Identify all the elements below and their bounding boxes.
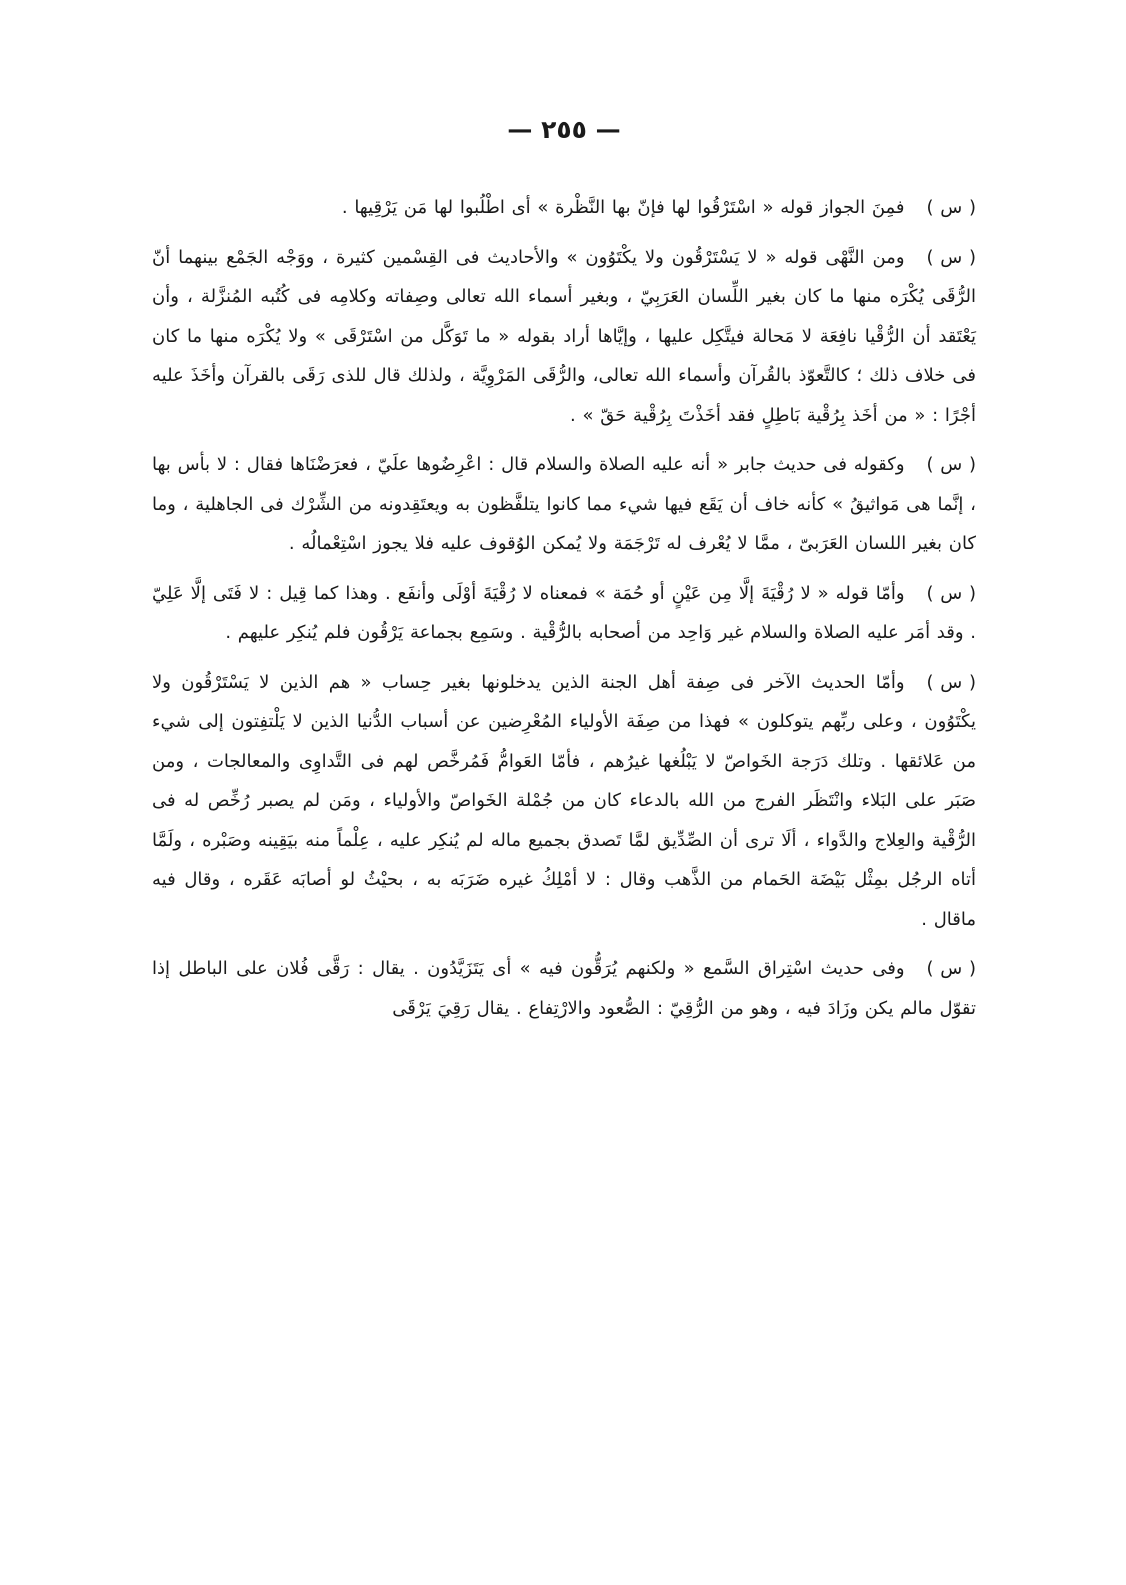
entry-text: ومن النَّهْى قوله « لا يَسْتَرْقُون ولا يكْتَوُون » والأحاديث فى القِسْمين كثيرة ، ووَجْه الجَمْع بينهما أنّ الرُّقَى يُكْرَه منها ما كان بغير اللِّسان العَرَبِيّ ، وبغير أسماء الله تعالى وصِفاته وكلامِه فى كُتُبه المُنزَّلة ، وأن يَعْتَقد أن الرُّقْيا نافِعَة لا مَحالة فيتَّكِل عليها ، وإيَّاها أراد بقوله « ما تَوَكَّل من اسْتَرْقَى » ولا يُكْرَه منها ما كان فى خلاف ذلك ؛ كالتَّعوّذ بالقُرآن وأسماء الله تعالى، والرُّقَى المَرْوِيَّة ، ولذلك قال للذى رَقَى بالقرآن وأخَذَ عليه أجْرًا : « من أخَذ بِرُقْية بَاطِلٍ فقد أخَذْتَ بِرُقْية حَقّ » . [152,246,976,426]
entry-marker: ( س ) [926,671,976,693]
entry-paragraph [152,188,976,228]
entry-text: فمِنَ الجواز قوله « اسْتَرْقُوا لها فإنّ بها النَّظْرة » أى اطْلُبوا لها مَن يَرْقِيها . [341,197,905,218]
entry-paragraph [152,238,976,436]
entry-paragraph [152,663,976,940]
entry-marker: ( س ) [926,197,976,218]
entry-text: وأمّا الحديث الآخر فى صِفة أهل الجنة الذين يدخلونها بغير حِساب « هم الذين لا يَسْتَرْقُون ولا يكْتَوُون ، وعلى ربِّهم يتوكلون » فهذا من صِفَة الأولياء المُعْرِضين عن أسباب الدُّنيا الذين لا يَلْتفِتون إلى شيء من عَلائقها . وتلك دَرَجة الخَواصّ لا يَبْلُغها غيرُهم ، فأمّا العَوامُّ فَمُرخَّص لهم فى التَّداوِى والمعالجات ، ومن صَبَر على البَلاء وانْتَظَر الفرج من الله بالدعاء كان من جُمْلة الخَواصّ والأولياء ، ومَن لم يصبر رُخِّص له فى الرُّقْية والعِلاج والدَّواء ، ألَا ترى أن الصِّدِّيق لمَّا تَصدق بجميع ماله لم يُنكِر عليه ، عِلْماً منه بيَقِينه وصَبْره ، ولَمَّا أتاه الرجُل بمِثْل بَيْضَة الحَمام من الذَّهب وقال : لا أمْلِكُ غيره ضَرَبَه به ، بحيْثُ لو أصابَه عَقَره ، وقال فيه ماقال . [152,671,976,930]
page-number: — ٢٥٥ — [507,115,621,144]
entry-paragraph [152,949,976,1028]
entry-paragraph [152,574,976,653]
entry-marker: ( س ) [926,958,976,979]
entry-text: وفى حديث اسْتِراق السَّمع « ولكنهم يُرَقُّون فيه » أى يَتَزَيَّدُون . يقال : رَقَّى فُلان على الباطل إذا تقوّل مالم يكن وزَادَ فيه ، وهو من الرُّقِيّ : الصُّعود والارْتِفاع . يقال رَقِيَ يَرْقَى [152,958,976,1019]
entry-text: وأمّا قوله « لا رُقْيَةَ إلَّا مِن عَيْنٍ أو حُمَة » فمعناه لا رُقْيَةَ أوْلَى وأنفَع . وهذا كما قِيل : لا فَتَى إلَّا عَلِيّ . وقد أمَر عليه الصلاة والسلام غير وَاحِد من أصحابه بالرُّقْية . وسَمِع بجماعة يَرْقُون فلم يُنكِر عليهم . [152,582,976,643]
entry-marker: ( س ) [926,582,976,604]
entry-marker: ( س ) [926,246,976,268]
entry-marker: ( س ) [926,454,976,475]
entry-paragraph [152,445,976,564]
entry-text: وكقوله فى حديث جابر « أنه عليه الصلاة والسلام قال : اعْرِضُوها علَيّ ، فعرَضْنَاها فقال : لا بأس بها ، إنَّما هى مَواثيقُ » كأنه خاف أن يَقَع فيها شيء مما كانوا يتلفَّظون به ويعتَقِدونه من الشِّرْك فى الجاهلية ، وما كان بغير اللسان العَرَبىّ ، ممَّا لا يُعْرف له تَرْجَمَة ولا يُمكن الوُقوف عليه فلا يجوز اسْتِعْمالُه . [152,454,976,554]
